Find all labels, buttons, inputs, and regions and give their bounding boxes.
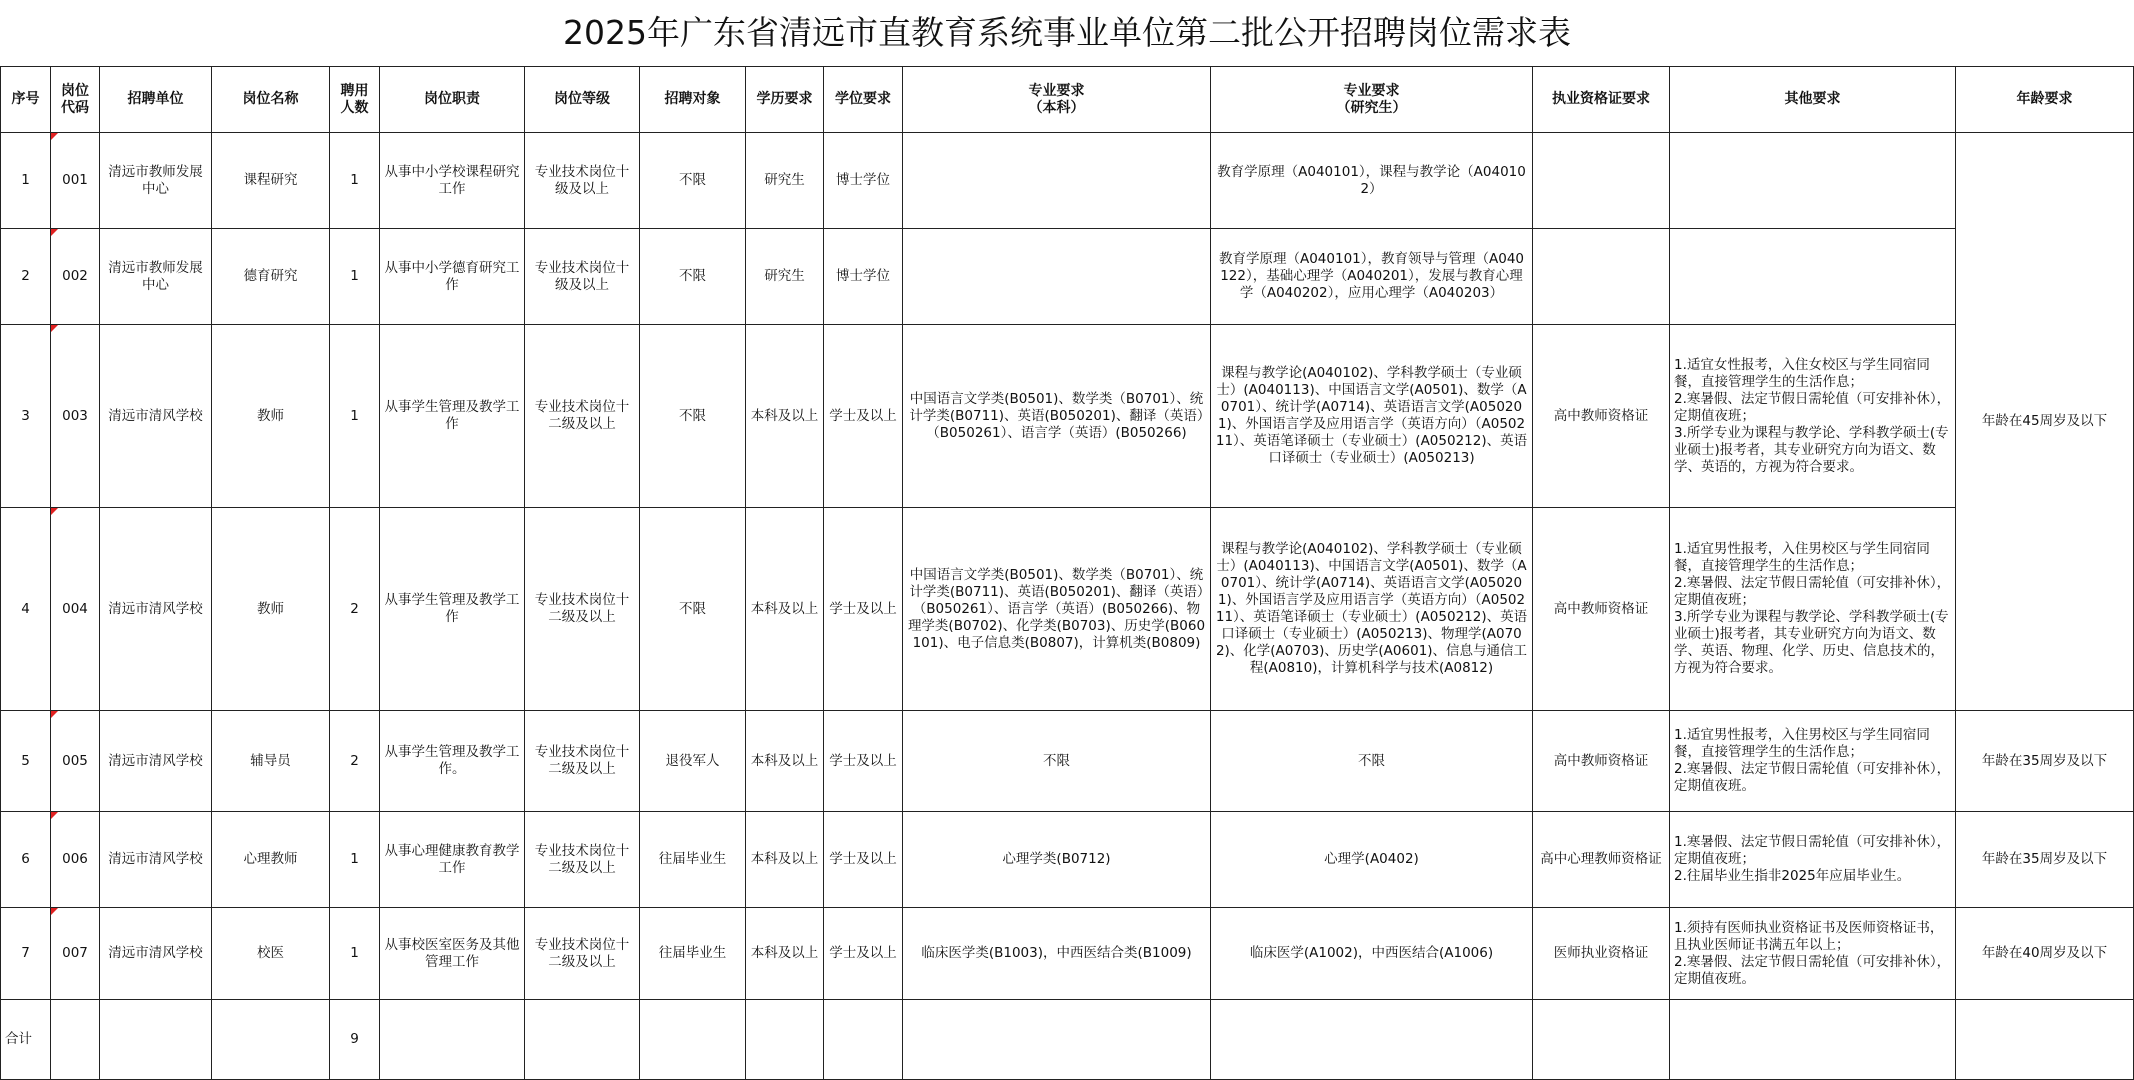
header-code: 岗位 代码 <box>51 67 100 133</box>
total-empty-cell <box>1956 1000 2134 1080</box>
total-row <box>1 1000 2134 1080</box>
total-empty-cell <box>824 1000 903 1080</box>
cell-post: 教师 <box>212 325 330 508</box>
cell-seq: 3 <box>1 325 51 508</box>
cell-duty: 从事校医室医务及其他管理工作 <box>380 908 525 1000</box>
header-unit: 招聘单位 <box>100 67 212 133</box>
header-other: 其他要求 <box>1670 67 1956 133</box>
cell-code <box>51 812 100 908</box>
recruitment-table <box>0 66 2134 1080</box>
cell-post: 教师 <box>212 508 330 711</box>
total-empty-cell <box>380 1000 525 1080</box>
total-empty-cell <box>100 1000 212 1080</box>
cell-code-text: 003 <box>62 407 88 424</box>
header-count: 聘用人数 <box>330 67 380 133</box>
cell-post: 辅导员 <box>212 711 330 812</box>
total-empty-cell <box>903 1000 1211 1080</box>
cell-grade: 专业技术岗位十级及以上 <box>525 229 640 325</box>
cell-cert: 医师执业资格证 <box>1533 908 1670 1000</box>
cell-cert: 高中教师资格证 <box>1533 325 1670 508</box>
cell-code <box>51 229 100 325</box>
total-empty-cell <box>640 1000 746 1080</box>
cell-degree: 学士及以上 <box>824 711 903 812</box>
cell-count: 2 <box>330 508 380 711</box>
cell-count: 1 <box>330 908 380 1000</box>
cell-major-undergrad: 临床医学类(B1003)，中西医结合类(B1009) <box>903 908 1211 1000</box>
cell-unit: 清远市教师发展中心 <box>100 229 212 325</box>
cell-degree: 学士及以上 <box>824 908 903 1000</box>
cell-major-postgrad: 课程与教学论(A040102)、学科教学硕士（专业硕士）(A040113)、中国语言文学(A0501)、数学（A0701）、统计学(A0714)、英语语言文学(A050201)、外国语言学及应用语言学（英语方向）（A050211）、英语笔译硕士（专业硕士）(A050212)、英语口译硕士（专业硕士）(A050213)、物理学(A0702)、化学(A0703)、历史学(A0601)、信息与通信工程(A0810)，计算机科学与技术(A0812) <box>1211 508 1533 711</box>
cell-code <box>51 325 100 508</box>
comment-marker-icon <box>51 229 58 236</box>
cell-seq: 1 <box>1 133 51 229</box>
cell-other: 1.寒暑假、法定节假日需轮值（可安排补休），定期值夜班； 2.往届毕业生指非2025年应届毕业生。 <box>1670 812 1956 908</box>
cell-duty: 从事学生管理及教学工作 <box>380 325 525 508</box>
cell-post: 课程研究 <box>212 133 330 229</box>
cell-age: 年龄在40周岁及以下 <box>1956 908 2134 1000</box>
header-major-postgrad: 专业要求 （研究生） <box>1211 67 1533 133</box>
table-row <box>1 229 2134 325</box>
cell-grade: 专业技术岗位十二级及以上 <box>525 812 640 908</box>
cell-age: 年龄在35周岁及以下 <box>1956 812 2134 908</box>
comment-marker-icon <box>51 908 58 915</box>
cell-degree: 博士学位 <box>824 133 903 229</box>
cell-other: 1.须持有医师执业资格证书及医师资格证书，且执业医师证书满五年以上； 2.寒暑假、法定节假日需轮值（可安排补休），定期值夜班。 <box>1670 908 1956 1000</box>
cell-target: 往届毕业生 <box>640 908 746 1000</box>
cell-unit: 清远市清风学校 <box>100 908 212 1000</box>
total-empty-cell <box>1670 1000 1956 1080</box>
cell-major-undergrad <box>903 229 1211 325</box>
cell-code-text: 007 <box>62 945 88 961</box>
header-seq: 序号 <box>1 67 51 133</box>
cell-code <box>51 508 100 711</box>
cell-edu: 本科及以上 <box>746 325 824 508</box>
cell-grade: 专业技术岗位十二级及以上 <box>525 711 640 812</box>
cell-unit: 清远市清风学校 <box>100 508 212 711</box>
cell-other: 1.适宜女性报考，入住女校区与学生同宿同餐，直接管理学生的生活作息； 2.寒暑假、法定节假日需轮值（可安排补休），定期值夜班； 3.所学专业为课程与教学论、学科教学硕士(专业硕士)报考者，其专业研究方向为语文、数学、英语的，方视为符合要求。 <box>1670 325 1956 508</box>
comment-marker-icon <box>51 812 58 819</box>
cell-count: 1 <box>330 812 380 908</box>
total-empty-cell <box>746 1000 824 1080</box>
cell-major-undergrad <box>903 133 1211 229</box>
cell-cert: 高中教师资格证 <box>1533 508 1670 711</box>
total-empty-cell <box>1211 1000 1533 1080</box>
cell-code <box>51 711 100 812</box>
cell-other <box>1670 133 1956 229</box>
cell-target: 不限 <box>640 508 746 711</box>
cell-major-postgrad: 教育学原理（A040101），教育领导与管理（A040122），基础心理学（A040201），发展与教育心理学（A040202），应用心理学（A040203） <box>1211 229 1533 325</box>
cell-count: 1 <box>330 133 380 229</box>
cell-code-text: 006 <box>62 851 88 867</box>
cell-target: 不限 <box>640 325 746 508</box>
cell-edu: 本科及以上 <box>746 508 824 711</box>
total-empty-cell <box>1533 1000 1670 1080</box>
cell-count: 1 <box>330 229 380 325</box>
total-empty-cell <box>525 1000 640 1080</box>
header-grade: 岗位等级 <box>525 67 640 133</box>
table-row <box>1 908 2134 1000</box>
cell-major-undergrad: 中国语言文学类(B0501)、数学类（B0701）、统计学类(B0711)、英语(B050201)、翻译（英语）（B050261）、语言学（英语）(B050266) <box>903 325 1211 508</box>
cell-major-postgrad: 课程与教学论(A040102)、学科教学硕士（专业硕士）(A040113)、中国语言文学(A0501)、数学（A0701）、统计学(A0714)、英语语言文学(A050201)、外国语言学及应用语言学（英语方向）（A050211）、英语笔译硕士（专业硕士）(A050212)、英语口译硕士（专业硕士）(A050213) <box>1211 325 1533 508</box>
cell-major-postgrad: 教育学原理（A040101），课程与教学论（A040102） <box>1211 133 1533 229</box>
header-post: 岗位名称 <box>212 67 330 133</box>
comment-marker-icon <box>51 508 58 515</box>
table-row <box>1 325 2134 508</box>
table-row <box>1 133 2134 229</box>
cell-seq: 7 <box>1 908 51 1000</box>
cell-grade: 专业技术岗位十级及以上 <box>525 133 640 229</box>
cell-degree: 学士及以上 <box>824 508 903 711</box>
page-title: 2025年广东省清远市直教育系统事业单位第二批公开招聘岗位需求表 <box>563 13 1571 52</box>
cell-target: 不限 <box>640 229 746 325</box>
table-row <box>1 812 2134 908</box>
cell-target: 不限 <box>640 133 746 229</box>
cell-cert: 高中教师资格证 <box>1533 711 1670 812</box>
cell-duty: 从事中小学德育研究工作 <box>380 229 525 325</box>
cell-seq: 4 <box>1 508 51 711</box>
cell-edu: 研究生 <box>746 229 824 325</box>
cell-major-undergrad: 中国语言文学类(B0501)、数学类（B0701）、统计学类(B0711)、英语(B050201)、翻译（英语）（B050261）、语言学（英语）(B050266)、物理学类(B0702)、化学类(B0703)、历史学(B060101)、电子信息类(B0807)，计算机类(B0809) <box>903 508 1211 711</box>
table-row <box>1 508 2134 711</box>
comment-marker-icon <box>51 133 58 140</box>
cell-cert <box>1533 229 1670 325</box>
cell-grade: 专业技术岗位十二级及以上 <box>525 908 640 1000</box>
table-row <box>1 711 2134 812</box>
cell-code-text: 001 <box>62 172 88 188</box>
total-empty-cell <box>51 1000 100 1080</box>
cell-duty: 从事中小学校课程研究工作 <box>380 133 525 229</box>
cell-age: 年龄在35周岁及以下 <box>1956 711 2134 812</box>
cell-major-postgrad: 不限 <box>1211 711 1533 812</box>
cell-post: 校医 <box>212 908 330 1000</box>
cell-code-text: 004 <box>62 600 88 617</box>
cell-seq: 6 <box>1 812 51 908</box>
cell-count: 2 <box>330 711 380 812</box>
cell-major-undergrad: 不限 <box>903 711 1211 812</box>
header-major-undergrad: 专业要求 （本科） <box>903 67 1211 133</box>
cell-grade: 专业技术岗位十二级及以上 <box>525 508 640 711</box>
cell-other: 1.适宜男性报考，入住男校区与学生同宿同餐，直接管理学生的生活作息； 2.寒暑假、法定节假日需轮值（可安排补休），定期值夜班。 <box>1670 711 1956 812</box>
cell-other <box>1670 229 1956 325</box>
cell-code <box>51 133 100 229</box>
cell-post: 德育研究 <box>212 229 330 325</box>
header-edu: 学历要求 <box>746 67 824 133</box>
comment-marker-icon <box>51 711 58 718</box>
comment-marker-icon <box>51 325 58 332</box>
cell-count: 1 <box>330 325 380 508</box>
cell-edu: 本科及以上 <box>746 711 824 812</box>
cell-target: 退役军人 <box>640 711 746 812</box>
cell-degree: 学士及以上 <box>824 812 903 908</box>
cell-duty: 从事心理健康教育教学工作 <box>380 812 525 908</box>
cell-other: 1.适宜男性报考，入住男校区与学生同宿同餐，直接管理学生的生活作息； 2.寒暑假、法定节假日需轮值（可安排补休），定期值夜班； 3.所学专业为课程与教学论、学科教学硕士(专业硕士)报考者，其专业研究方向为语文、数学、英语、物理、化学、历史、信息技术的，方视为符合要求。 <box>1670 508 1956 711</box>
total-empty-cell <box>212 1000 330 1080</box>
cell-unit: 清远市清风学校 <box>100 812 212 908</box>
cell-major-postgrad: 心理学(A0402) <box>1211 812 1533 908</box>
cell-grade: 专业技术岗位十二级及以上 <box>525 325 640 508</box>
cell-major-postgrad: 临床医学(A1002)，中西医结合(A1006) <box>1211 908 1533 1000</box>
cell-duty: 从事学生管理及教学工作。 <box>380 711 525 812</box>
cell-code-text: 005 <box>62 752 88 769</box>
cell-degree: 学士及以上 <box>824 325 903 508</box>
cell-seq: 2 <box>1 229 51 325</box>
cell-edu: 本科及以上 <box>746 908 824 1000</box>
total-label: 合计 <box>1 1000 51 1080</box>
total-count: 9 <box>330 1000 380 1080</box>
cell-unit: 清远市清风学校 <box>100 711 212 812</box>
cell-code <box>51 908 100 1000</box>
cell-cert: 高中心理教师资格证 <box>1533 812 1670 908</box>
header-target: 招聘对象 <box>640 67 746 133</box>
header-degree: 学位要求 <box>824 67 903 133</box>
header-cert: 执业资格证要求 <box>1533 67 1670 133</box>
header-row <box>1 67 2134 133</box>
cell-edu: 本科及以上 <box>746 812 824 908</box>
header-age: 年龄要求 <box>1956 67 2134 133</box>
cell-seq: 5 <box>1 711 51 812</box>
cell-degree: 博士学位 <box>824 229 903 325</box>
cell-duty: 从事学生管理及教学工作 <box>380 508 525 711</box>
cell-major-undergrad: 心理学类(B0712) <box>903 812 1211 908</box>
cell-cert <box>1533 133 1670 229</box>
cell-unit: 清远市清风学校 <box>100 325 212 508</box>
cell-code-text: 002 <box>62 268 88 284</box>
header-duty: 岗位职责 <box>380 67 525 133</box>
cell-target: 往届毕业生 <box>640 812 746 908</box>
cell-post: 心理教师 <box>212 812 330 908</box>
cell-age-merged: 年龄在45周岁及以下 <box>1956 133 2134 711</box>
cell-unit: 清远市教师发展中心 <box>100 133 212 229</box>
cell-edu: 研究生 <box>746 133 824 229</box>
